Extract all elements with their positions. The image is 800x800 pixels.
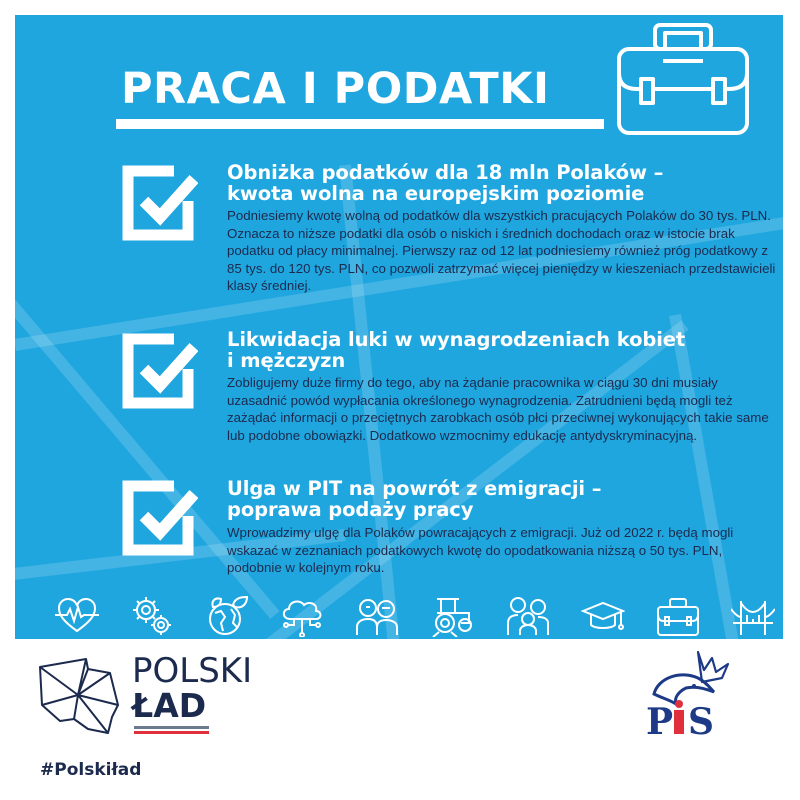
- bridge-icon: [731, 595, 775, 637]
- flag-stripe-grey: [134, 726, 209, 729]
- tractor-icon: [431, 595, 475, 637]
- checkbox-checked-icon: [122, 480, 198, 556]
- page-title: PRACA I PODATKI: [121, 64, 550, 114]
- graduation-cap-icon: [581, 595, 625, 637]
- item-heading: [227, 162, 663, 204]
- item-body: Zobligujemy duże firmy do tego, aby na żądanie pracownika w ciągu 30 dni musiały uzasadnić powód wypłacania określonego wynagrodzenia. Zatrudnieni będą mogli też zażądać informacji o przeciętnych zarobkach osób płci przeciwnej wykonujących takie same lub podobne obowiązki. Dodatkowo wzmocnimy edukację antydyskryminacyjną.: [227, 375, 769, 443]
- item-heading-line1: Obniżka podatków dla 18 mln Polaków –: [227, 161, 664, 184]
- item-body: Podniesiemy kwotę wolną od podatków dla wszystkich pracujących Polaków do 30 tys. PLN. Oznacza to niższe podatki dla osób o niskich i średnich dochodach oraz w istocie brak podatku od płacy minimalnej. Pierwszy raz od 12 lat podniesiemy również próg podatkowy z 85 tys. do 120 tys. PLN, co pozwoli zatrzymać więcej pieniędzy w kieszeniach przedstawicieli klasy średniej.: [227, 208, 776, 294]
- item-heading: [227, 329, 685, 371]
- gears-icon: [130, 595, 174, 637]
- checkbox-checked-icon: [122, 333, 198, 409]
- hashtag: #Polskiład: [40, 760, 142, 780]
- title-underline: [116, 119, 604, 129]
- icon-strip: [55, 593, 775, 639]
- item-body: Wprowadzimy ulgę dla Polaków powracających z emigracji. Już od 2022 r. będą mogli wskazać w zeznaniach podatkowych kwotę do opodatkowania niższą o 50 tys. PLN, podobnie w kolejnym roku.: [227, 525, 734, 576]
- earth-leaf-icon: [205, 595, 249, 637]
- family-icon: [506, 595, 550, 637]
- svg-text:P: P: [646, 701, 674, 740]
- logo-text-lad: ŁAD: [132, 686, 207, 725]
- heart-pulse-icon: [55, 595, 99, 637]
- item-heading-line2: kwota wolna na europejskim poziomie: [227, 182, 645, 205]
- item-heading-line1: Likwidacja luki w wynagrodzeniach kobiet: [227, 328, 686, 351]
- briefcase-icon: [656, 595, 700, 637]
- briefcase-icon: [617, 23, 749, 135]
- item-heading-line2: poprawa podaży pracy: [227, 498, 474, 521]
- logo-text-polski: POLSKI: [132, 651, 253, 691]
- seniors-icon: [355, 595, 399, 637]
- flag-stripe-red: [134, 731, 209, 734]
- polski-lad-map-logo: [38, 655, 124, 735]
- svg-text:S: S: [688, 701, 714, 740]
- main-panel: [15, 15, 783, 639]
- item-heading-line2: i mężczyzn: [227, 349, 346, 372]
- cloud-network-icon: [280, 595, 324, 637]
- item-heading: [227, 478, 601, 520]
- checkbox-checked-icon: [122, 165, 198, 241]
- item-heading-line1: Ulga w PIT na powrót z emigracji –: [227, 477, 602, 500]
- pis-party-logo: [640, 648, 750, 740]
